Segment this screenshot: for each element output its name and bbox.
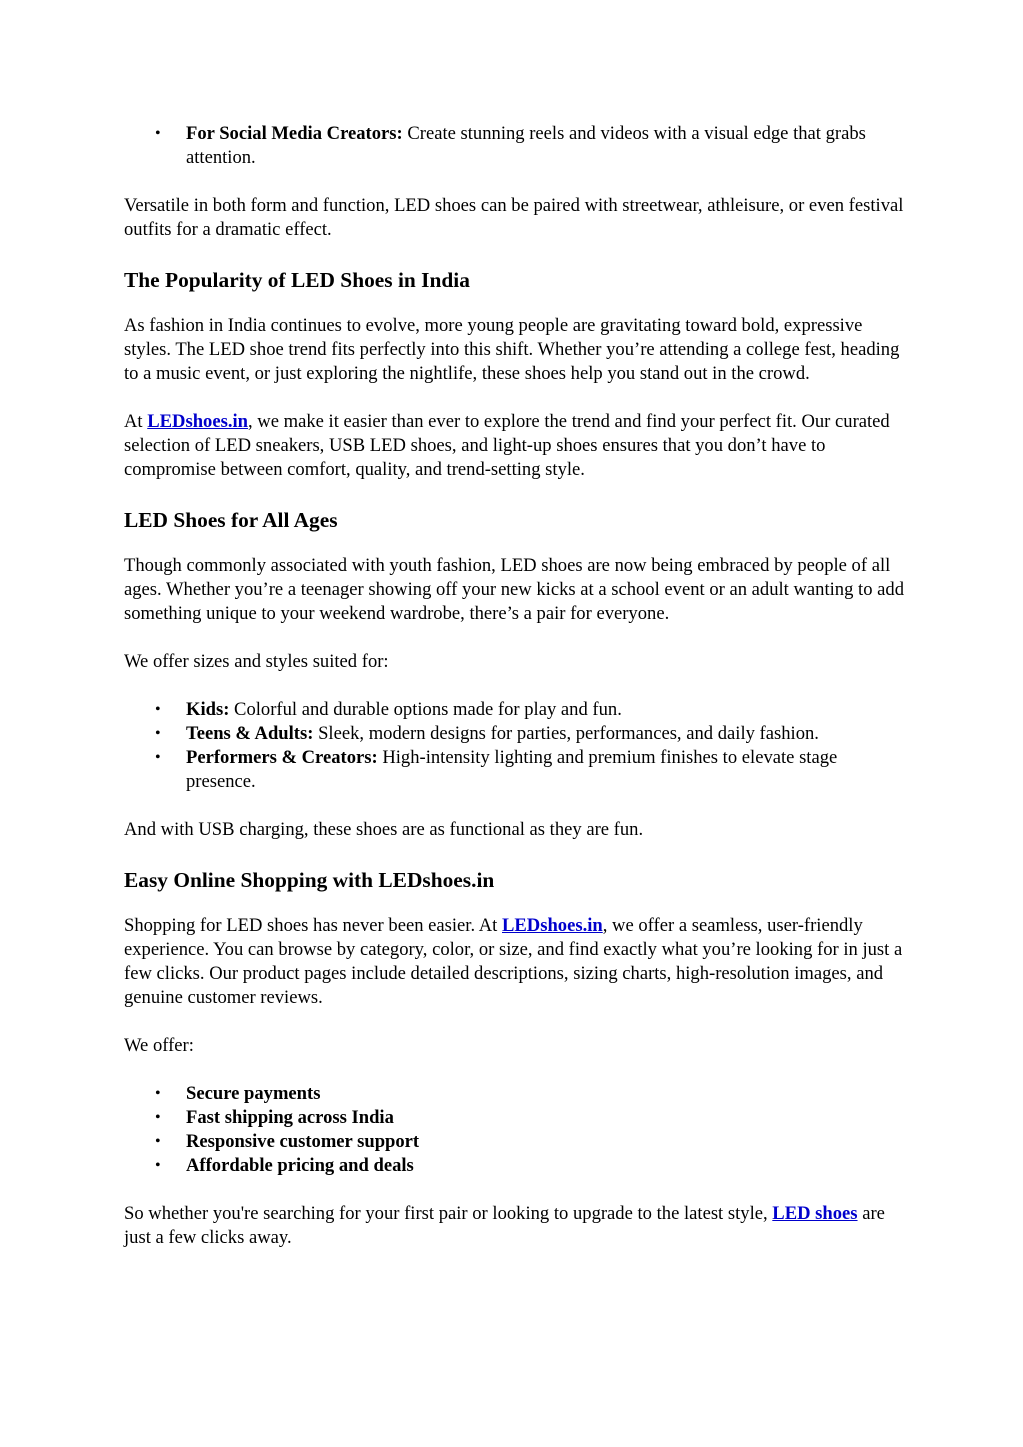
heading-popularity: The Popularity of LED Shoes in India xyxy=(124,268,470,292)
ledshoes-link[interactable]: LEDshoes.in xyxy=(147,411,248,432)
list-item-text: Colorful and durable options made for play and fun. xyxy=(229,699,622,720)
list-item xyxy=(124,746,904,794)
list-item xyxy=(124,722,904,746)
document-page xyxy=(124,122,904,1274)
bullet-icon: • xyxy=(155,125,161,142)
list-item xyxy=(124,1130,904,1154)
list-item-strong: Affordable pricing and deals xyxy=(186,1155,414,1176)
list-item-strong: Performers & Creators: xyxy=(186,747,378,768)
bullet-icon: • xyxy=(155,1157,161,1174)
bullet-icon: • xyxy=(155,749,161,766)
paragraph-text: At xyxy=(124,411,148,432)
paragraph-at-ledshoes xyxy=(124,410,904,482)
list-item-strong: For Social Media Creators: xyxy=(186,123,403,144)
list-item-strong: Secure payments xyxy=(186,1083,321,1104)
paragraph-fashion: As fashion in India continues to evolve, more young people are gravitating toward bold, expressive styles. The LED shoe trend fits perfectly into this shift. Whether you’re attending a college fest, heading to a music event, or just exploring the nightlife, these shoes help you stand out in the crowd. xyxy=(124,315,900,384)
list-item-strong: Fast shipping across India xyxy=(186,1107,394,1128)
ages-list xyxy=(124,698,904,794)
creators-list xyxy=(124,122,904,170)
list-item xyxy=(124,1106,904,1130)
led-shoes-link[interactable]: LED shoes xyxy=(772,1203,858,1224)
bullet-icon: • xyxy=(155,725,161,742)
bullet-icon: • xyxy=(155,1133,161,1150)
paragraph-versatile: Versatile in both form and function, LED shoes can be paired with streetwear, athleisure, or even festival outfits for a dramatic effect. xyxy=(124,195,904,240)
paragraph-offer-sizes: We offer sizes and styles suited for: xyxy=(124,651,389,672)
heading-all-ages: LED Shoes for All Ages xyxy=(124,508,338,532)
paragraph-text: , we offer a seamless, user-friendly experience. You can browse by category, color, or size, and find exactly what you’re looking for in just a few clicks. Our product pages include detailed descriptions, sizing charts, high-resolution images, and genuine customer reviews. xyxy=(124,915,903,1008)
bullet-icon: • xyxy=(155,1109,161,1126)
paragraph-text: So whether you're searching for your first pair or looking to upgrade to the latest style, xyxy=(124,1203,773,1224)
bullet-icon: • xyxy=(155,701,161,718)
list-item xyxy=(124,1082,904,1106)
paragraph-final xyxy=(124,1202,904,1250)
paragraph-shopping xyxy=(124,914,904,1010)
ledshoes-link[interactable]: LEDshoes.in xyxy=(502,915,603,936)
offer-list xyxy=(124,1082,904,1178)
heading-shopping: Easy Online Shopping with LEDshoes.in xyxy=(124,868,495,892)
list-item-strong: Responsive customer support xyxy=(186,1131,420,1152)
list-item xyxy=(124,122,904,170)
list-item xyxy=(124,698,904,722)
paragraph-text: , we make it easier than ever to explore the trend and find your perfect fit. Our curated selection of LED sneakers, USB LED shoes, and light-up shoes ensures that you don’t have to compromise between comfort, quality, and trend-setting style. xyxy=(124,411,890,480)
paragraph-text: are just a few clicks away. xyxy=(124,1203,885,1248)
list-item-text: Sleek, modern designs for parties, performances, and daily fashion. xyxy=(313,723,819,744)
list-item-text: High-intensity lighting and premium finishes to elevate stage presence. xyxy=(186,747,838,792)
paragraph-usb: And with USB charging, these shoes are as functional as they are fun. xyxy=(124,819,644,840)
list-item-strong: Teens & Adults: xyxy=(186,723,314,744)
list-item-strong: Kids: xyxy=(186,699,230,720)
paragraph-text: Shopping for LED shoes has never been easier. At xyxy=(124,915,502,936)
paragraph-though: Though commonly associated with youth fashion, LED shoes are now being embraced by people of all ages. Whether you’re a teenager showing off your new kicks at a school event or an adult wanting to add something unique to your weekend wardrobe, there’s a pair for everyone. xyxy=(124,555,905,624)
list-item xyxy=(124,1154,904,1178)
list-item-text: Create stunning reels and videos with a visual edge that grabs attention. xyxy=(186,123,866,168)
paragraph-we-offer: We offer: xyxy=(124,1035,194,1056)
bullet-icon: • xyxy=(155,1085,161,1102)
